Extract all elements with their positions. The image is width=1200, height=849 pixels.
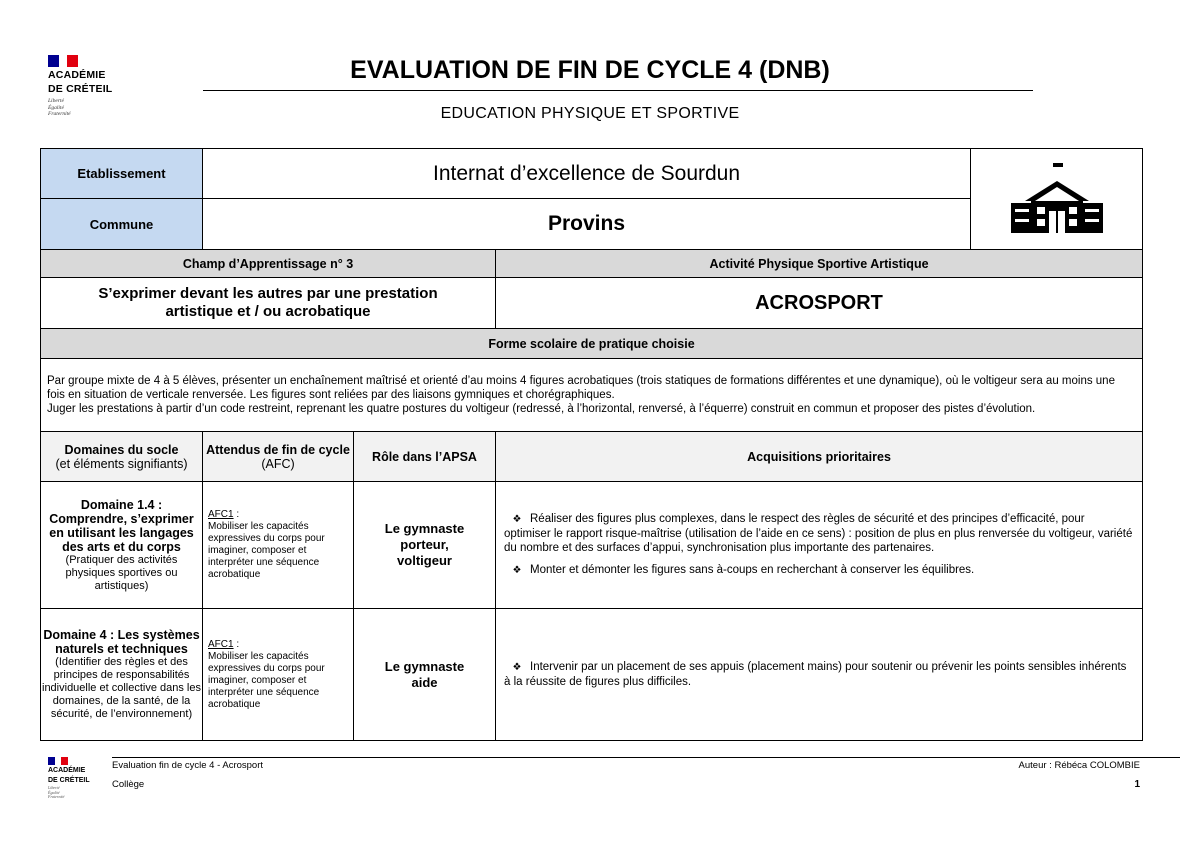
column-header-attendus: Attendus de fin de cycle (AFC) bbox=[203, 432, 354, 482]
activite-label: Activité Physique Sportive Artistique bbox=[496, 250, 1143, 278]
forme-label: Forme scolaire de pratique choisie bbox=[41, 329, 1143, 359]
school-icon-cell bbox=[971, 149, 1143, 250]
etablissement-label: Etablissement bbox=[41, 149, 203, 199]
role-cell: Le gymnaste aide bbox=[354, 609, 496, 741]
afc-cell: AFC1 : Mobiliser les capacités expressives du corps pour imaginer, composer et interpréter une séquence acrobatique bbox=[203, 609, 354, 741]
forme-description bbox=[41, 359, 1143, 432]
diamond-bullet-icon: ❖ bbox=[512, 662, 522, 673]
marianne-flag-icon bbox=[48, 55, 78, 67]
footer-document-name: Evaluation fin de cycle 4 - Acrosport bbox=[112, 760, 264, 771]
activite-value: ACROSPORT bbox=[496, 278, 1143, 329]
commune-value: Provins bbox=[203, 199, 971, 250]
logo-text-line1: ACADÉMIE bbox=[48, 69, 106, 81]
column-header-domaines: Domaines du socle (et éléments signifiants) bbox=[41, 432, 203, 482]
evaluation-table bbox=[40, 148, 1143, 741]
logo-motto: Liberté Égalité Fraternité bbox=[48, 98, 71, 117]
footer-divider bbox=[112, 757, 1180, 758]
title-divider bbox=[203, 90, 1033, 91]
column-header-role: Rôle dans l’APSA bbox=[354, 432, 496, 482]
domain-cell: Domaine 4 : Les systèmes naturels et techniques (Identifier des règles et des principes de responsabilités individuelle et collective dans les domaines, de la santé, de la sécurité, de l’environnement) bbox=[41, 609, 203, 741]
table-row bbox=[41, 609, 1143, 741]
commune-label: Commune bbox=[41, 199, 203, 250]
footer-level: Collège bbox=[112, 779, 145, 790]
school-building-icon bbox=[1007, 157, 1107, 237]
footer-logo: ACADÉMIE DE CRÉTEIL Liberté Égalité Fraternité bbox=[48, 757, 108, 800]
diamond-bullet-icon: ❖ bbox=[512, 565, 522, 576]
forme-paragraph-2: Juger les prestations à partir d’un code restreint, reprenant les quatre postures du voltigeur (redressé, à l’horizontal, renversé, à l’équerre) construit en commun et proposer des pistes d’évolution. bbox=[47, 403, 1036, 415]
champ-label: Champ d’Apprentissage n° 3 bbox=[41, 250, 496, 278]
marianne-flag-icon bbox=[48, 757, 68, 765]
etablissement-value: Internat d’excellence de Sourdun bbox=[203, 149, 971, 199]
footer-page-number: 1 bbox=[1134, 779, 1140, 790]
column-header-acquisitions: Acquisitions prioritaires bbox=[496, 432, 1143, 482]
academie-logo bbox=[48, 55, 128, 118]
forme-paragraph-1: Par groupe mixte de 4 à 5 élèves, présenter un enchaînement maîtrisé et orienté d’au moins 4 figures acrobatiques (trois statiques de formations différentes et une dynamique), où le voltigeur sera au moins une fois en situation de verticale renversée. Les figures sont reliées par des liaisons gymniques et chorégraphiques. bbox=[47, 375, 1115, 401]
domain-cell: Domaine 1.4 : Comprendre, s’exprimer en utilisant les langages des arts et du corps (Pratiquer des activités physiques sportives ou artistiques) bbox=[41, 482, 203, 609]
acquisitions-cell: ❖ Réaliser des figures plus complexes, dans le respect des règles de sécurité et des principes d’efficacité, pour optimiser le rapport risque-maîtrise (utilisation de l’aide en ce sens) : position de plus en plus renversée du voltigeur, variété du nombre et des surfaces d’appui, synchronisation plus importante des partenaires. ❖ Monter et démonter les figures sans à-coups en recherchant à conserver les équilibres. bbox=[496, 482, 1143, 609]
page-title: EVALUATION DE FIN DE CYCLE 4 (DNB) bbox=[350, 56, 830, 84]
page-subtitle: EDUCATION PHYSIQUE ET SPORTIVE bbox=[440, 105, 740, 122]
champ-value: S’exprimer devant les autres par une prestation artistique et / ou acrobatique bbox=[41, 278, 496, 329]
footer-author: Auteur : Rébéca COLOMBIE bbox=[1018, 760, 1140, 771]
logo-text-line2: DE CRÉTEIL bbox=[48, 83, 113, 95]
acquisitions-cell: ❖ Intervenir par un placement de ses appuis (placement mains) pour soutenir ou prévenir les points sensibles inhérents à la réussite de figures plus difficiles. bbox=[496, 609, 1143, 741]
afc-cell: AFC1 : Mobiliser les capacités expressives du corps pour imaginer, composer et interpréter une séquence acrobatique bbox=[203, 482, 354, 609]
role-cell: Le gymnaste porteur, voltigeur bbox=[354, 482, 496, 609]
table-row bbox=[41, 482, 1143, 609]
diamond-bullet-icon: ❖ bbox=[512, 514, 522, 525]
